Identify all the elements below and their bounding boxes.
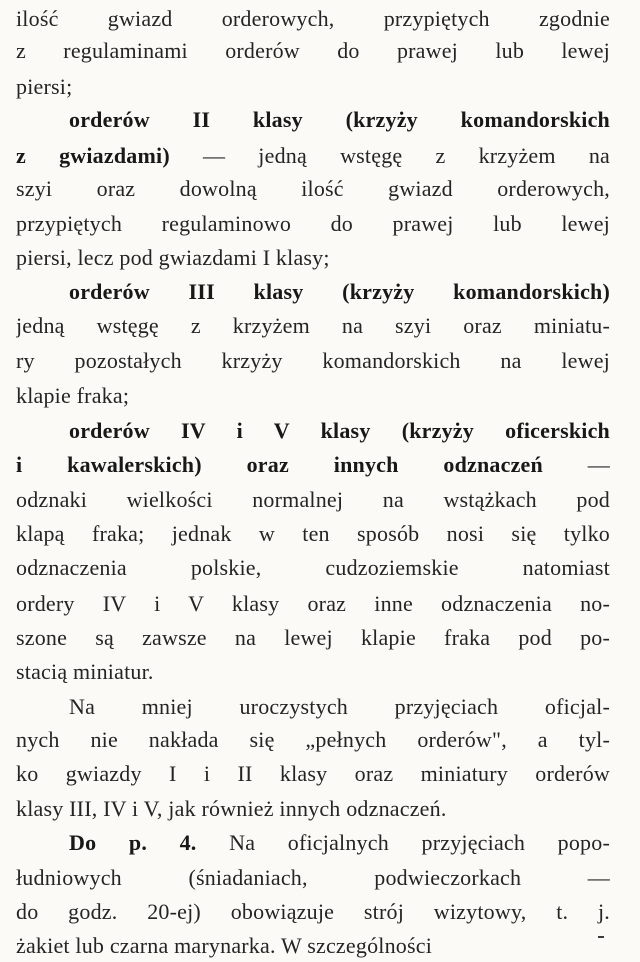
bold-text-run: orderów II klasy (krzyży komandorskich bbox=[69, 107, 610, 132]
text-line bbox=[16, 757, 610, 790]
text-run: żakiet lub czarna marynarka. W szczególności bbox=[16, 933, 433, 958]
text-line bbox=[16, 655, 610, 688]
text-line bbox=[69, 103, 610, 136]
text-line bbox=[16, 621, 610, 654]
bold-text-run: orderów III klasy (krzyży komandorskich) bbox=[69, 279, 610, 304]
text-run: szyi oraz dowolną ilość gwiazd orderowych, bbox=[16, 176, 610, 201]
text-run: stacią miniatur. bbox=[16, 659, 154, 684]
page-edge-mark bbox=[598, 936, 604, 938]
text-line bbox=[16, 929, 610, 962]
text-run: klapą fraka; jednak w ten sposób nosi się tylko bbox=[16, 521, 610, 546]
text-run: piersi, lecz pod gwiazdami I klasy; bbox=[16, 245, 330, 270]
text-line bbox=[69, 275, 610, 308]
text-run: ilość gwiazd orderowych, przypiętych zgodnie bbox=[16, 6, 610, 31]
text-run: klasy III, IV i V, jak również innych odznaczeń. bbox=[16, 796, 447, 821]
text-run: odznaki wielkości normalnej na wstążkach pod bbox=[16, 487, 610, 512]
text-run: nych nie nakłada się „pełnych orderów", a tyl- bbox=[16, 727, 610, 752]
bold-text-run: orderów IV i V klasy (krzyży oficerskich bbox=[69, 418, 610, 443]
text-line bbox=[16, 895, 610, 928]
text-run: Na mniej uroczystych przyjęciach oficjal- bbox=[69, 694, 610, 719]
text-run: łudniowych (śniadaniach, podwieczorkach — bbox=[16, 865, 610, 890]
text-run: Na oficjalnych przyjęciach popo- bbox=[196, 830, 610, 855]
text-line bbox=[16, 344, 610, 377]
text-run: — jedną wstęgę z krzyżem na bbox=[169, 143, 610, 168]
bold-text-run: Do p. 4. bbox=[69, 830, 197, 855]
text-line bbox=[69, 826, 610, 859]
text-line bbox=[69, 414, 610, 447]
text-line bbox=[16, 587, 610, 620]
text-line bbox=[16, 139, 610, 172]
text-line bbox=[16, 551, 610, 584]
text-run: jedną wstęgę z krzyżem na szyi oraz miniatu- bbox=[16, 313, 610, 338]
text-line bbox=[16, 723, 610, 756]
text-run: ordery IV i V klasy oraz inne odznaczenia no- bbox=[16, 591, 610, 616]
text-run: z regulaminami orderów do prawej lub lewej bbox=[16, 38, 610, 63]
text-line bbox=[16, 792, 610, 825]
text-line bbox=[16, 241, 610, 274]
text-run: przypiętych regulaminowo do prawej lub lewej bbox=[16, 211, 610, 236]
text-line bbox=[16, 517, 610, 550]
text-line bbox=[16, 207, 610, 240]
text-line bbox=[16, 70, 610, 103]
text-run: ry pozostałych krzyży komandorskich na lewej bbox=[16, 348, 610, 373]
text-line bbox=[16, 861, 610, 894]
text-line bbox=[16, 2, 610, 35]
bold-text-run: z gwiazdami) bbox=[16, 143, 170, 168]
text-line bbox=[16, 483, 610, 516]
text-line bbox=[16, 34, 610, 67]
text-run: klapie fraka; bbox=[16, 383, 130, 408]
text-run: — bbox=[542, 452, 610, 477]
text-run: szone są zawsze na lewej klapie fraka pod po- bbox=[16, 625, 610, 650]
text-line bbox=[69, 690, 610, 723]
text-line bbox=[16, 379, 610, 412]
text-run: do godz. 20-ej) obowiązuje strój wizytowy, t. j. bbox=[16, 899, 610, 924]
text-run: piersi; bbox=[16, 74, 73, 99]
text-line bbox=[16, 448, 610, 481]
bold-text-run: i kawalerskich) oraz innych odznaczeń bbox=[16, 452, 543, 477]
text-run: odznaczenia polskie, cudzoziemskie natomiast bbox=[16, 555, 610, 580]
text-line bbox=[16, 309, 610, 342]
text-run: ko gwiazdy I i II klasy oraz miniatury orderów bbox=[16, 761, 610, 786]
text-line bbox=[16, 172, 610, 205]
